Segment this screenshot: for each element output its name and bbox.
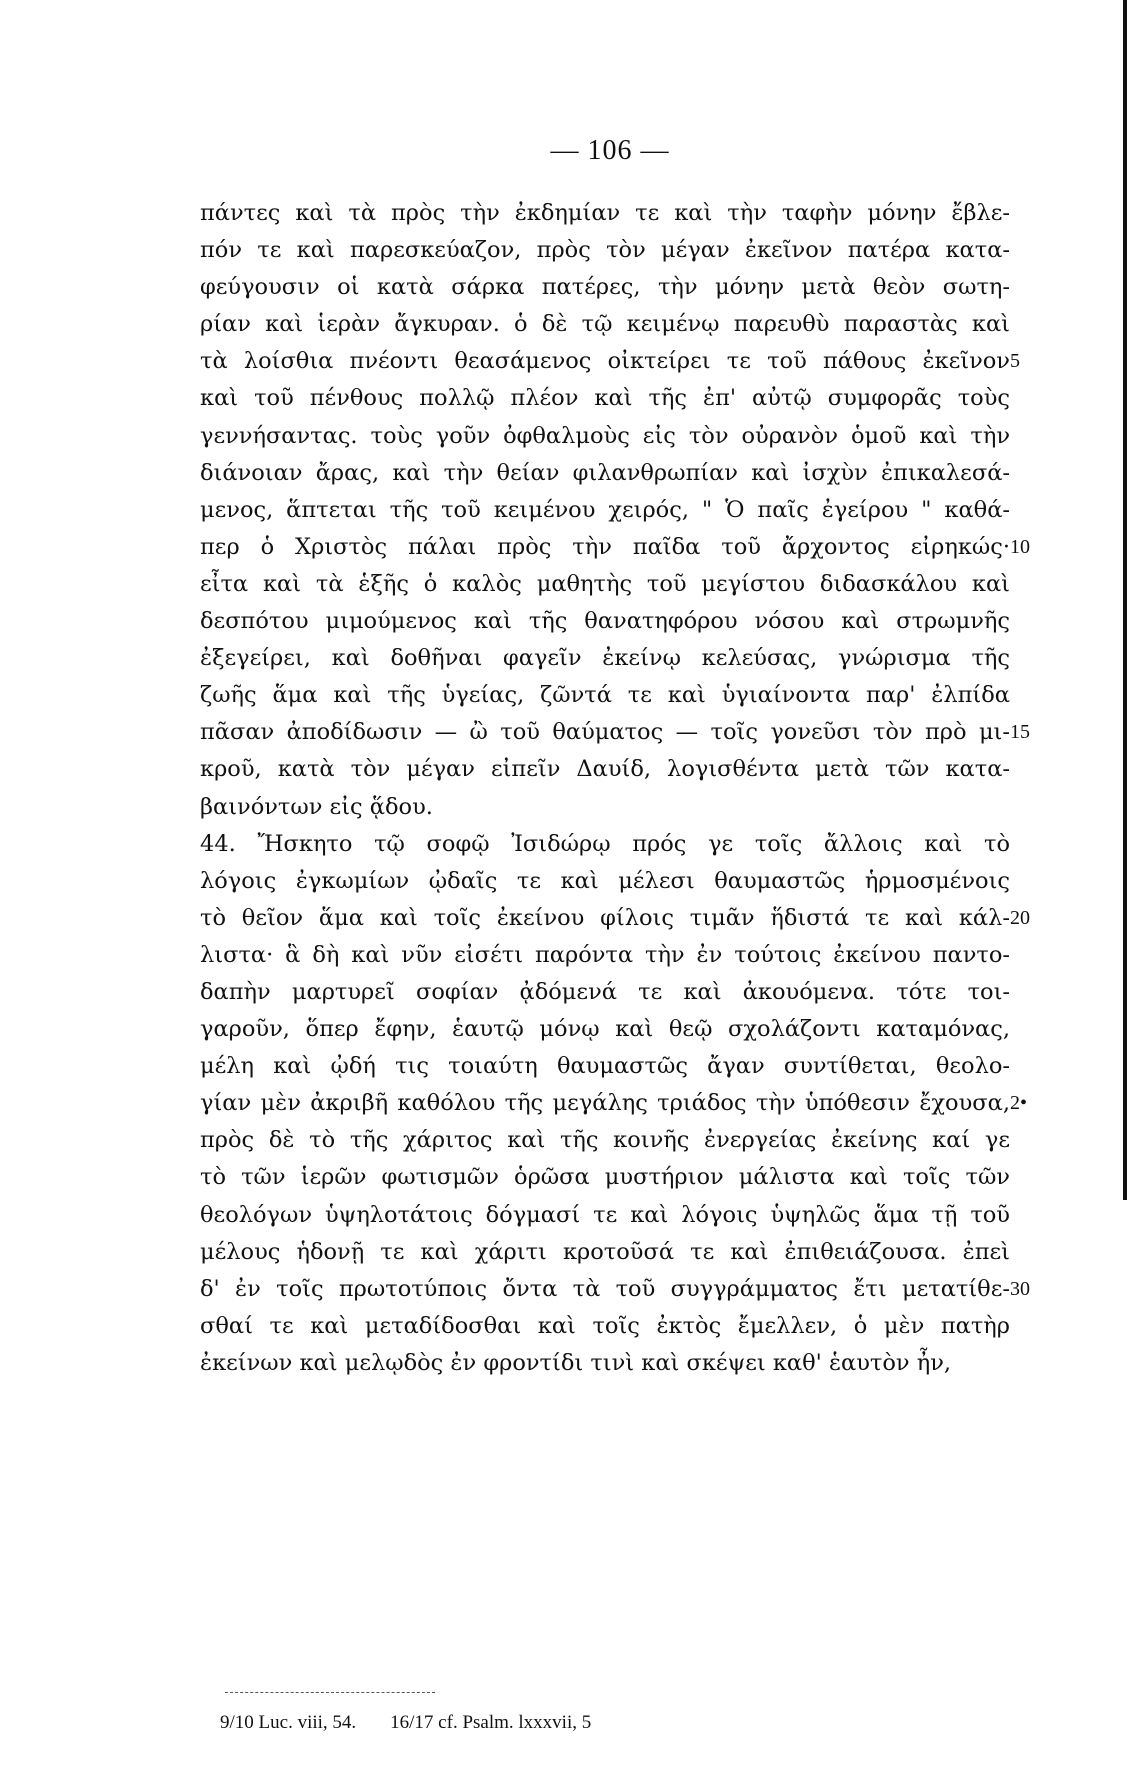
text-line (200, 343, 1020, 380)
text-line-content: τὸ θεῖον ἅμα καὶ τοῖς ἐκείνου φίλοις τιμᾶν ἥδιστά τε καὶ κάλ- (200, 904, 1010, 931)
text-line (200, 1159, 1010, 1196)
text-line-content: τὰ λοίσθια πνέοντι θεασάμενος οἰκτείρει τε τοῦ πάθους ἐκεῖνον (200, 348, 1010, 375)
text-line (200, 826, 1010, 863)
text-line (200, 1271, 1030, 1308)
text-line-content: δεσπότου μιμούμενος καὶ τῆς θανατηφόρου νόσου καὶ στρωμνῆς (200, 608, 1010, 635)
text-line-content: πᾶσαν ἀποδίδωσιν — ὢ τοῦ θαύματος — τοῖς γονεῦσι τὸν πρὸ μι- (200, 719, 1010, 746)
line-number: 5 (1010, 350, 1020, 373)
text-line-content: γεννήσαντας. τοὺς γοῦν ὀφθαλμοὺς εἰς τὸν οὐρανὸν ὁμοῦ καὶ τὴν (200, 422, 1010, 449)
text-line (200, 492, 1010, 529)
footnote-rule (225, 1692, 435, 1693)
line-number: 2• (1010, 1092, 1028, 1115)
text-line (200, 751, 1010, 788)
text-line (200, 900, 1030, 937)
text-line-content: πάντες καὶ τὰ πρὸς τὴν ἐκδημίαν τε καὶ τὴν ταφὴν μόνην ἔβλε- (200, 200, 1010, 226)
text-line (200, 863, 1010, 900)
text-line-content: φεύγουσιν οἱ κατὰ σάρκα πατέρες, τὴν μόνην μετὰ θεὸν σωτη- (200, 274, 1010, 301)
text-line (200, 714, 1030, 751)
text-line (200, 455, 1010, 492)
text-line-content: κροῦ, κατὰ τὸν μέγαν εἰπεῖν Δαυίδ, λογισθέντα μετὰ τῶν κατα- (200, 756, 1010, 783)
text-line (200, 269, 1010, 306)
text-line-content: λόγοις ἐγκωμίων ᾠδαῖς τε καὶ μέλεσι θαυμαστῶς ἡρμοσμένοις (200, 867, 1010, 894)
text-line-content: σθαί τε καὶ μεταδίδοσθαι καὶ τοῖς ἐκτὸς ἔμελλεν, ὁ μὲν πατὴρ (200, 1312, 1010, 1339)
text-line (200, 974, 1010, 1011)
text-line-content: εἶτα καὶ τὰ ἑξῆς ὁ καλὸς μαθητὴς τοῦ μεγίστου διδασκάλου καὶ (200, 570, 1010, 597)
text-line (200, 1122, 1010, 1159)
text-line (200, 1048, 1010, 1085)
line-number: 30 (1010, 1277, 1030, 1300)
text-line-content: λιστα· ἃ δὴ καὶ νῦν εἰσέτι παρόντα τὴν ἐν τούτοις ἐκείνου παντο- (200, 941, 1010, 968)
footnote-entry: 9/10 Luc. viii, 54. (220, 1712, 357, 1733)
line-number: 10 (1010, 535, 1030, 558)
text-line-content: περ ὁ Χριστὸς πάλαι πρὸς τὴν παῖδα τοῦ ἄρχοντος εἰρηκώς· (200, 533, 1010, 560)
text-line (200, 418, 1010, 455)
text-line (200, 566, 1010, 603)
text-line (200, 529, 1030, 566)
footnotes (220, 1712, 1000, 1734)
text-line-content: τὸ τῶν ἱερῶν φωτισμῶν ὁρῶσα μυστήριον μάλιστα καὶ τοῖς τῶν (200, 1164, 1010, 1191)
text-line (200, 1197, 1010, 1234)
text-line-content: δ' ἐν τοῖς πρωτοτύποις ὄντα τὰ τοῦ συγγράμματος ἔτι μετατίθε- (200, 1275, 1010, 1302)
text-line-content: δαπὴν μαρτυρεῖ σοφίαν ᾀδόμενά τε καὶ ἀκουόμενα. τότε τοι- (200, 978, 1010, 1005)
text-line (200, 640, 1010, 677)
text-line-content: μενος, ἅπτεται τῆς τοῦ κειμένου χειρός, " Ὁ παῖς ἐγείρου " καθά- (200, 496, 1010, 523)
text-line-content: ρίαν καὶ ἱερὰν ἄγκυραν. ὁ δὲ τῷ κειμένῳ παρευθὺ παραστὰς καὶ (200, 311, 1010, 338)
text-line-content: πόν τε καὶ παρεσκεύαζον, πρὸς τὸν μέγαν ἐκεῖνον πατέρα κατα- (200, 237, 1010, 264)
text-line-content: ἐκείνων καὶ μελῳδὸς ἐν φροντίδι τινὶ καὶ σκέψει καθ' ἑαυτὸν ἦν, (200, 1349, 952, 1376)
text-line-content: ζωῆς ἅμα καὶ τῆς ὑγείας, ζῶντά τε καὶ ὑγιαίνοντα παρ' ἐλπίδα (200, 682, 1010, 709)
text-line-content: 44. Ἤσκητο τῷ σοφῷ Ἰσιδώρῳ πρός γε τοῖς ἄλλοις καὶ τὸ (200, 830, 1010, 857)
text-line (200, 1085, 1028, 1122)
text-line-content: μέλους ἡδονῇ τε καὶ χάριτι κροτοῦσά τε καὶ ἐπιθειάζουσα. ἐπεὶ (200, 1238, 1010, 1265)
text-line-content: βαινόντων εἰς ᾅδου. (200, 793, 433, 820)
text-line-content: μέλη καὶ ᾠδή τις τοιαύτη θαυμαστῶς ἄγαν συντίθεται, θεολο- (200, 1053, 1010, 1080)
text-line (200, 1011, 1010, 1048)
text-line (200, 1345, 1010, 1382)
footnote-entry: 16/17 cf. Psalm. lxxxvii, 5 (390, 1712, 592, 1733)
text-line (200, 1308, 1010, 1345)
text-line-content: καὶ τοῦ πένθους πολλῷ πλέον καὶ τῆς ἐπ' αὐτῷ συμφορᾶς τοὺς (200, 385, 1010, 412)
text-line-content: γαροῦν, ὅπερ ἔφην, ἑαυτῷ μόνῳ καὶ θεῷ σχολάζοντι καταμόνας, (200, 1016, 1010, 1043)
text-line (200, 195, 1010, 232)
body-text (200, 195, 1030, 1382)
text-line (200, 677, 1010, 714)
text-line-content: διάνοιαν ἄρας, καὶ τὴν θείαν φιλανθρωπίαν καὶ ἰσχὺν ἐπικαλεσά- (200, 459, 1010, 486)
text-line (200, 306, 1010, 343)
text-line (200, 603, 1010, 640)
page-number: — 106 — (550, 135, 670, 166)
text-line-content: ἐξεγείρει, καὶ δοθῆναι φαγεῖν ἐκείνῳ κελεύσας, γνώρισμα τῆς (200, 645, 1010, 672)
text-line (200, 380, 1010, 417)
text-line (200, 789, 1010, 826)
text-line-content: πρὸς δὲ τὸ τῆς χάριτος καὶ τῆς κοινῆς ἐνεργείας ἐκείνης καί γε (200, 1127, 1010, 1154)
text-line (200, 937, 1010, 974)
text-line-content: γίαν μὲν ἀκριβῆ καθόλου τῆς μεγάλης τριάδος τὴν ὑπόθεσιν ἔχουσα, (200, 1090, 1010, 1117)
text-line (200, 1234, 1010, 1271)
line-number: 15 (1010, 721, 1030, 744)
text-line-content: θεολόγων ὑψηλοτάτοις δόγμασί τε καὶ λόγοις ὑψηλῶς ἅμα τῇ τοῦ (200, 1201, 1010, 1228)
text-line (200, 232, 1010, 269)
scan-margin-bar (1123, 0, 1127, 1200)
line-number: 20 (1010, 906, 1030, 929)
